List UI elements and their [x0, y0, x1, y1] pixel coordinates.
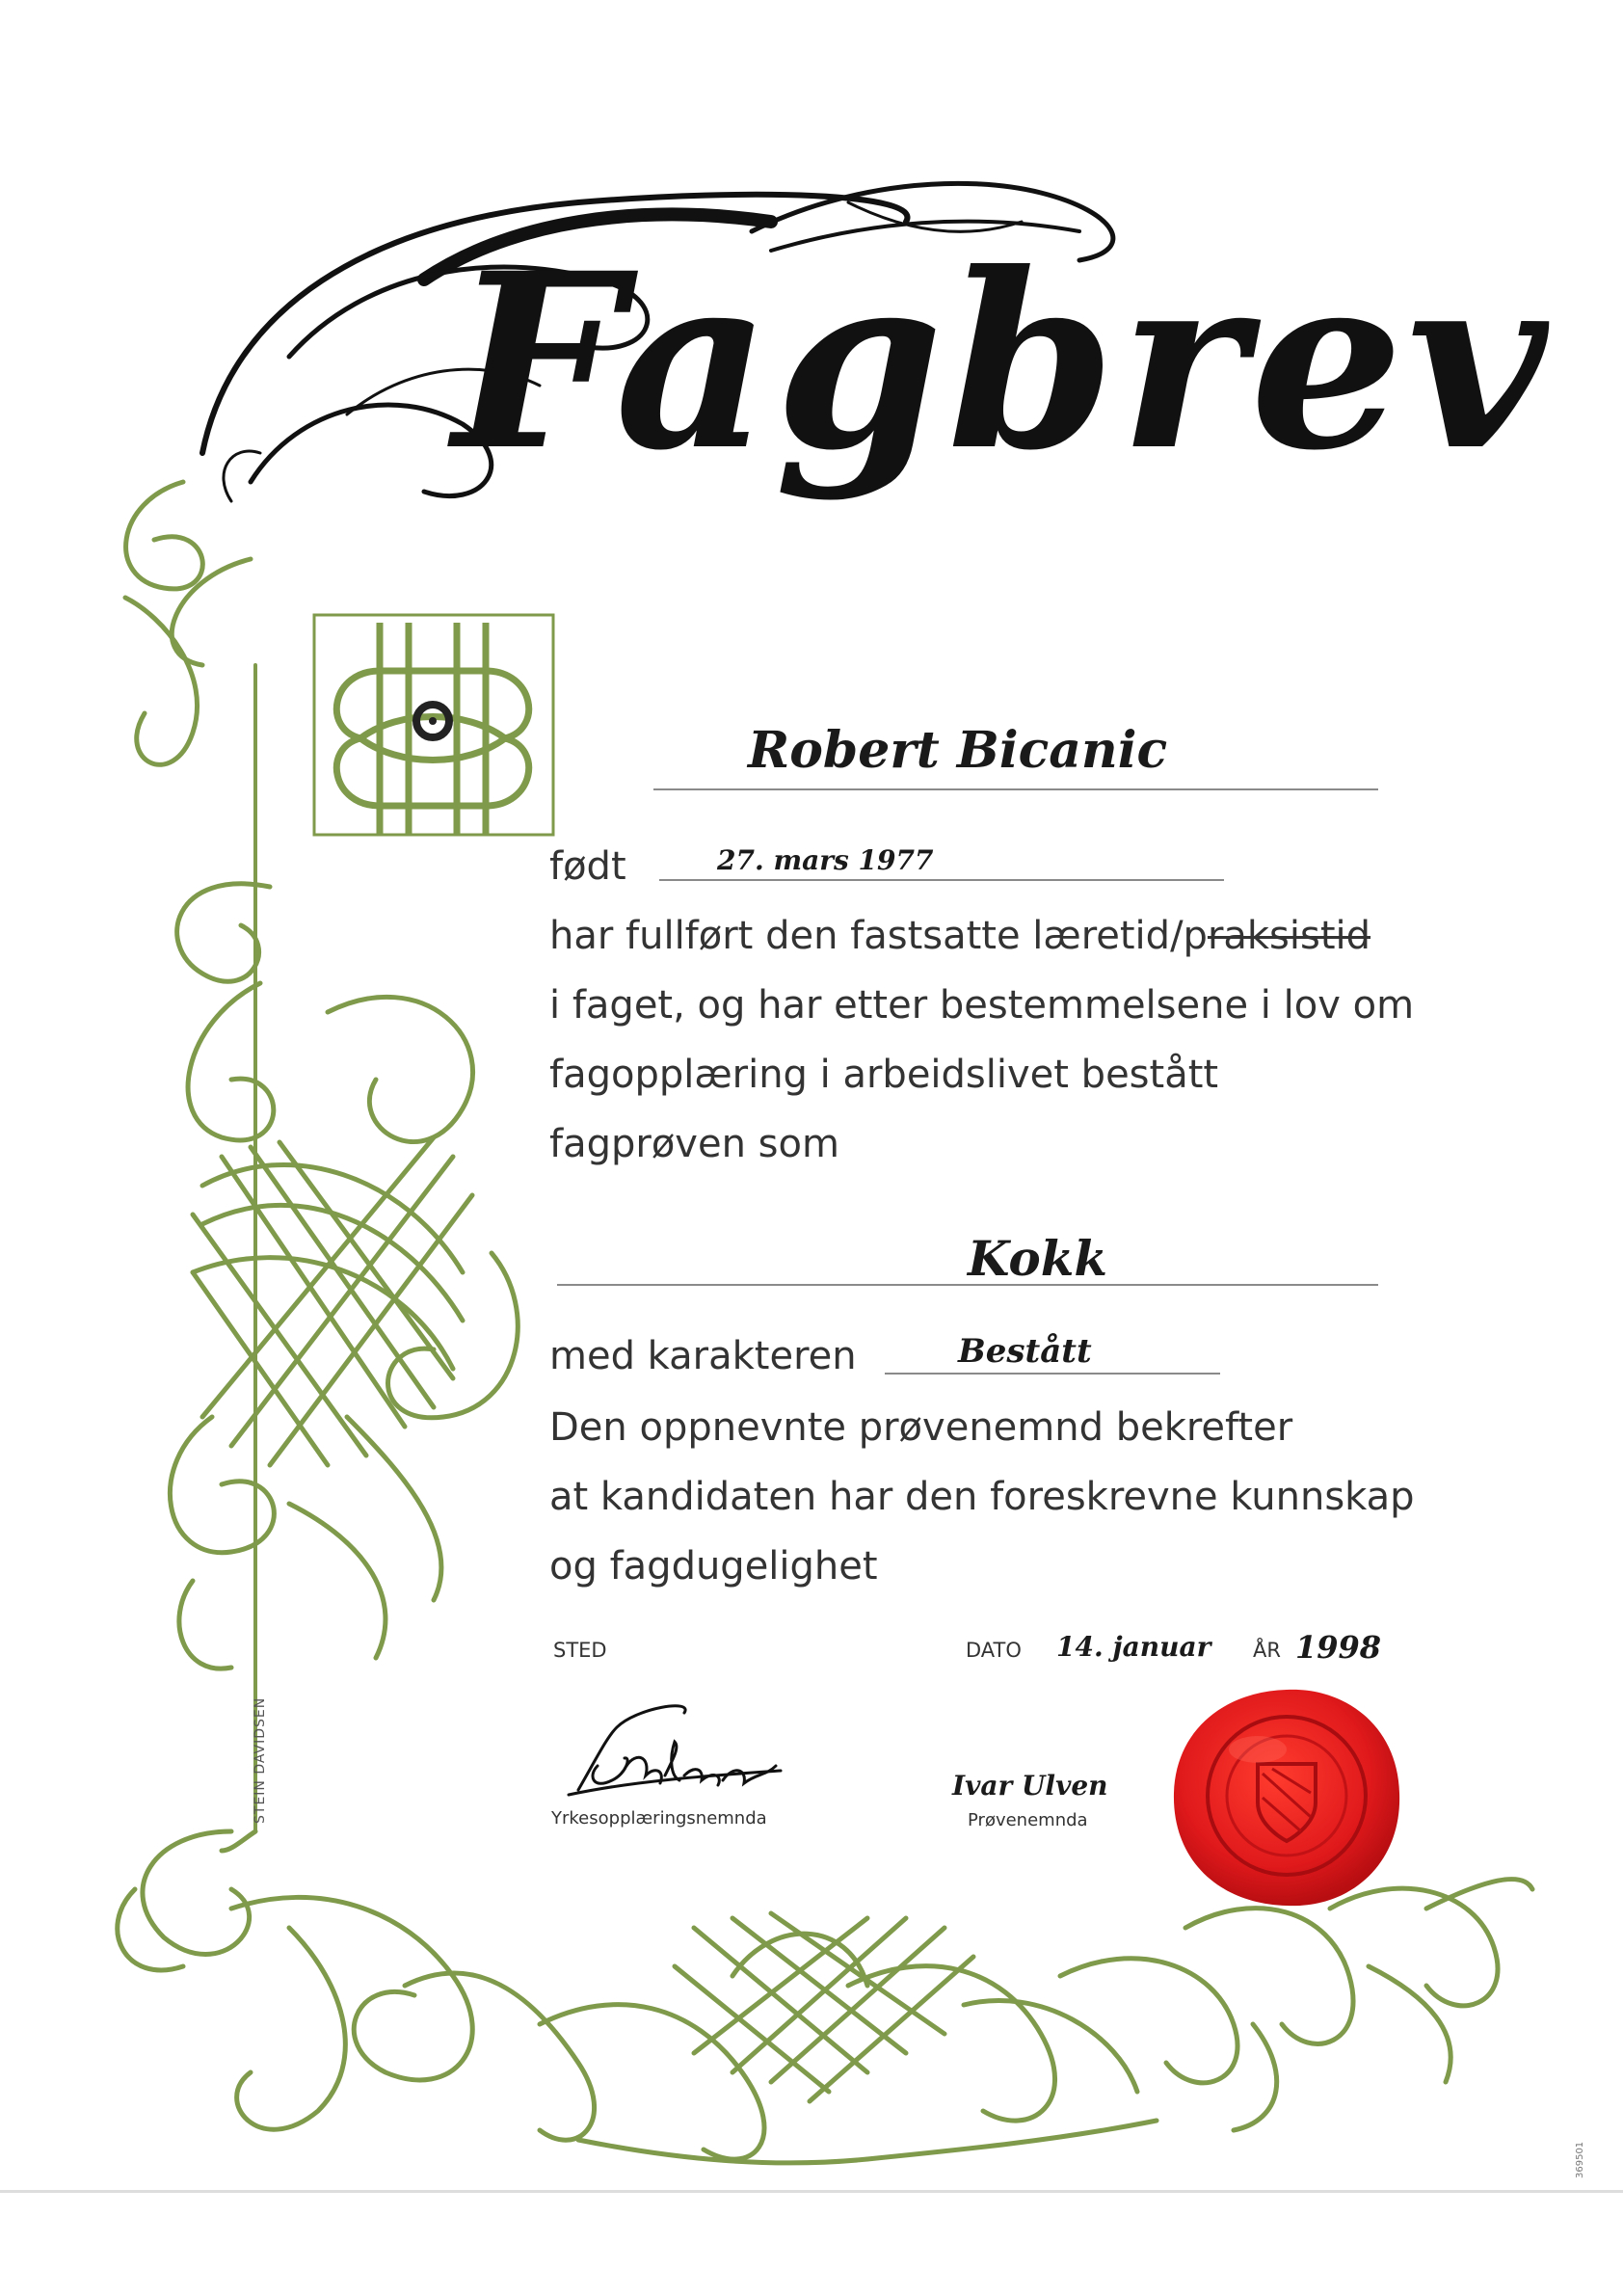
body-line-2: i faget, og har etter bestemmelsene i lov om [549, 983, 1415, 1028]
wax-seal-icon [1166, 1682, 1407, 1913]
born-label: født [549, 844, 626, 889]
year-value: 1998 [1295, 1629, 1382, 1666]
sig2-name: Ivar Ulven [952, 1770, 1108, 1802]
confirmation-line-1: Den oppnevnte prøvenemnd bekrefter [549, 1405, 1293, 1450]
signature-yrkesopplaeringsnemnda [559, 1698, 790, 1804]
born-date: 27. mars 1977 [717, 844, 934, 876]
body-line-1 [549, 914, 1370, 958]
certificate-title: Fagbrev [453, 220, 1552, 503]
body-line-3: fagopplæring i arbeidslivet bestått [549, 1053, 1219, 1097]
candidate-name: Robert Bicanic [748, 721, 1168, 780]
date-value: 14. januar [1056, 1631, 1211, 1663]
body-line-1-struck: raksistid [1207, 914, 1371, 958]
date-label: DATO [966, 1639, 1022, 1662]
trade-name: Kokk [968, 1230, 1107, 1287]
trade-underline [557, 1284, 1378, 1286]
knot-emblem-icon [312, 613, 555, 837]
grade-underline [885, 1373, 1220, 1375]
sig2-caption: Prøvenemnda [968, 1810, 1088, 1830]
grade-value: Bestått [958, 1332, 1092, 1371]
body-line-1-text: har fullført den fastsatte læretid/p [549, 914, 1208, 958]
confirmation-line-3: og fagdugelighet [549, 1544, 878, 1589]
place-label: STED [553, 1639, 607, 1662]
page-edge [0, 2190, 1623, 2193]
name-underline [653, 788, 1378, 790]
year-label: ÅR [1253, 1639, 1281, 1662]
sig1-caption: Yrkesopplæringsnemnda [551, 1808, 767, 1829]
grade-label: med karakteren [549, 1334, 857, 1378]
born-underline [659, 879, 1224, 881]
confirmation-line-2: at kandidaten har den foreskrevne kunnskap [549, 1475, 1415, 1519]
body-line-4: fagprøven som [549, 1122, 839, 1166]
print-code: 369501 [1575, 2141, 1585, 2178]
artist-credit: STEIN DAVIDSEN [253, 1696, 268, 1824]
